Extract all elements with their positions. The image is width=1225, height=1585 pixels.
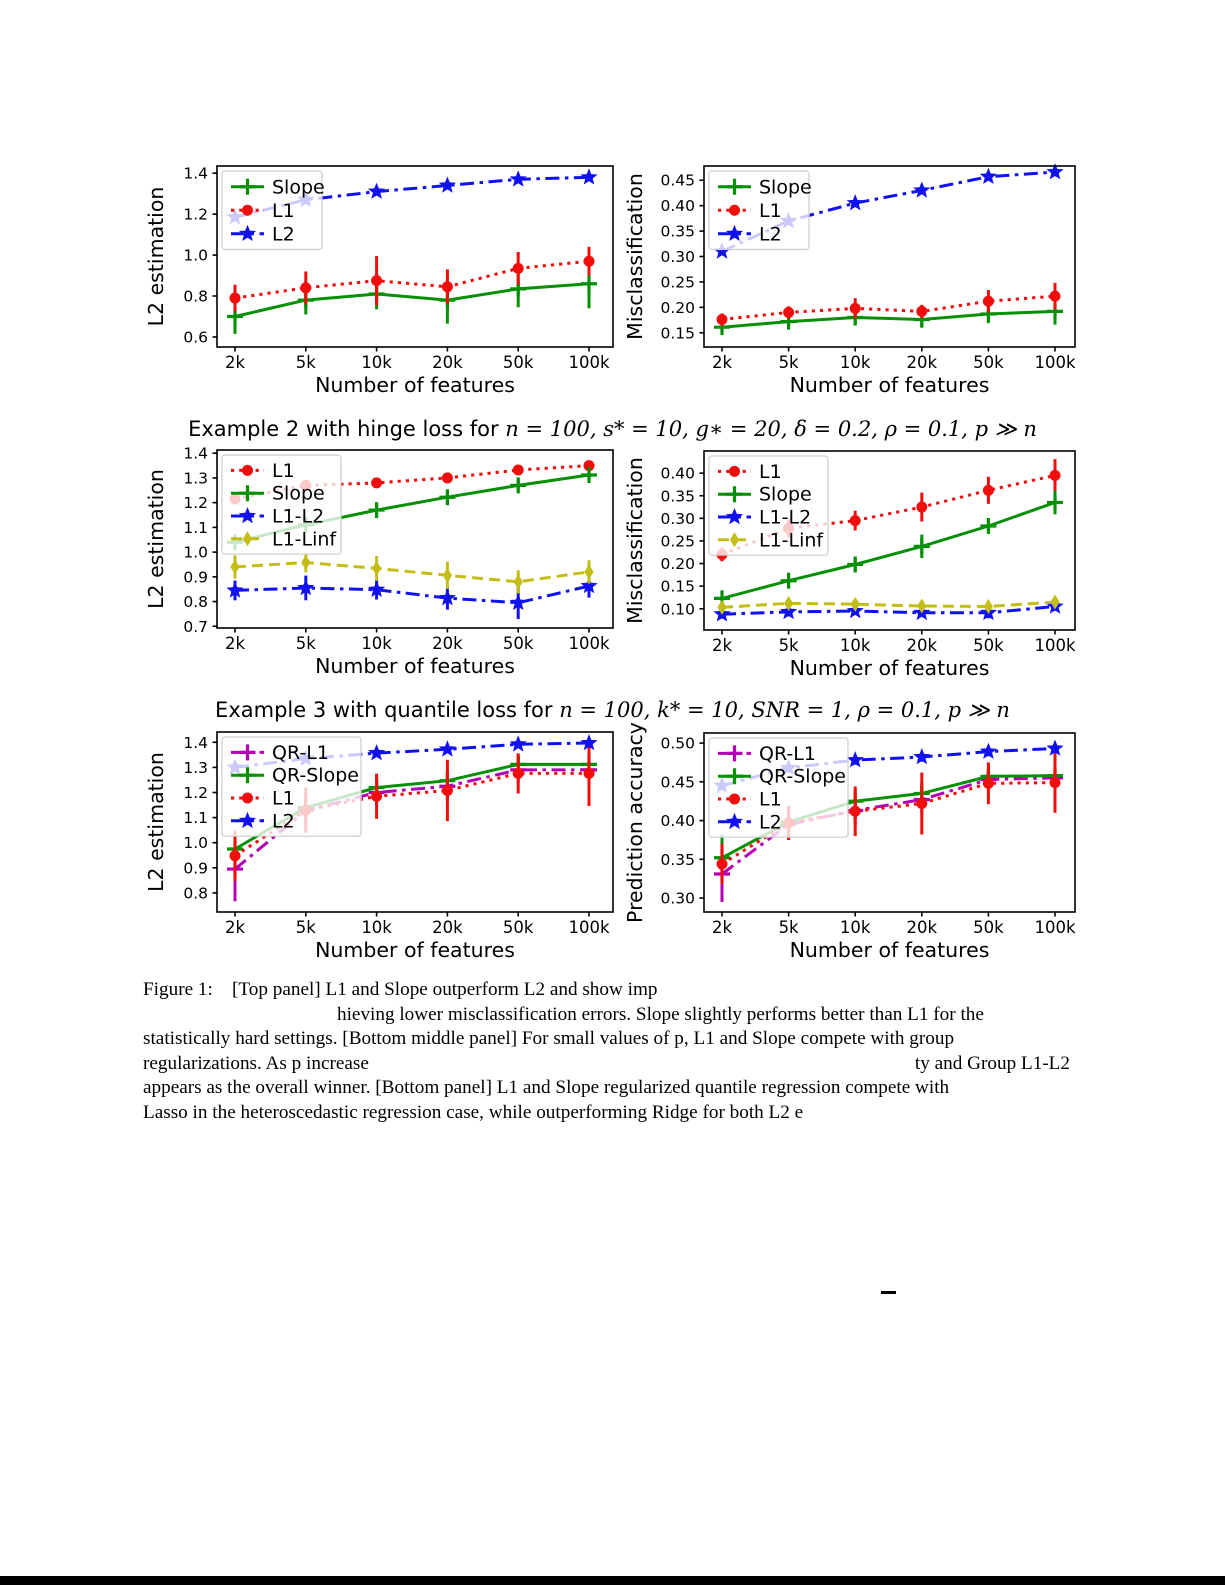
- y-tick-label: 0.20: [660, 555, 695, 574]
- legend-label: L1: [759, 788, 782, 811]
- circle-marker: [983, 778, 994, 789]
- y-tick-label: 0.35: [660, 487, 695, 506]
- circle-marker: [729, 466, 740, 477]
- y-tick-label: 1.2: [183, 205, 208, 224]
- y-tick-label: 0.45: [660, 171, 695, 190]
- y-tick-label: 0.30: [660, 889, 695, 908]
- caption-line-right: ty and Group L1-L2: [914, 1052, 1070, 1074]
- x-tick-label: 50k: [502, 918, 534, 937]
- circle-marker: [1050, 777, 1061, 788]
- y-tick-label: 0.45: [660, 773, 695, 792]
- x-tick-label: 5k: [778, 636, 799, 655]
- y-axis-label: Prediction accuracy: [623, 722, 647, 923]
- y-tick-label: 0.35: [660, 222, 695, 241]
- star-marker: [439, 177, 456, 193]
- circle-marker: [230, 293, 241, 304]
- row2-title-plain: Example 2 with hinge loss for: [188, 417, 506, 441]
- y-axis: [660, 465, 704, 619]
- x-tick-label: 10k: [361, 918, 392, 937]
- x-tick-label: 20k: [432, 634, 463, 653]
- circle-marker: [729, 205, 740, 216]
- star-marker: [580, 168, 597, 184]
- legend-label: L1: [272, 199, 295, 222]
- x-tick-label: 100k: [1034, 918, 1076, 937]
- y-tick-label: 0.10: [660, 600, 695, 619]
- x-axis-label: Number of features: [315, 654, 515, 678]
- x-tick-label: 50k: [973, 353, 1004, 372]
- legend-label: L1-L2: [759, 506, 812, 529]
- series-Slope: [227, 259, 597, 334]
- plus-marker: [581, 467, 597, 483]
- diamond-marker: [514, 574, 523, 589]
- legend: [709, 456, 828, 555]
- circle-marker: [1050, 291, 1061, 302]
- circle-marker: [850, 303, 861, 314]
- y-tick-label: 1.3: [183, 469, 208, 488]
- x-tick-label: 100k: [1034, 636, 1076, 655]
- legend-label: Slope: [272, 482, 325, 505]
- series-line-L1-Linf: [722, 602, 1055, 607]
- star-marker: [980, 168, 997, 184]
- y-axis-label: L2 estimation: [144, 752, 168, 892]
- star-marker: [913, 748, 930, 764]
- y-tick-label: 0.9: [183, 568, 208, 587]
- y-axis: [183, 734, 217, 903]
- x-tick-label: 20k: [906, 636, 938, 655]
- x-tick-label: 20k: [432, 353, 463, 372]
- x-axis-label: Number of features: [789, 373, 990, 397]
- series-line-L1-L2: [722, 607, 1055, 615]
- legend-label: L1-L2: [272, 505, 325, 528]
- plus-marker: [439, 489, 455, 505]
- panel-top-right: [623, 163, 1076, 397]
- x-axis: [712, 347, 1076, 372]
- stray-dash-mark: [881, 1291, 896, 1294]
- plus-marker: [980, 518, 996, 534]
- circle-marker: [242, 465, 253, 476]
- diamond-marker: [372, 561, 381, 576]
- circle-marker: [300, 282, 311, 293]
- y-tick-label: 1.2: [183, 494, 208, 513]
- star-marker: [913, 181, 930, 197]
- x-tick-label: 20k: [432, 918, 463, 937]
- x-axis-label: Number of features: [789, 656, 990, 680]
- error-bars-Slope: [722, 298, 1055, 334]
- y-tick-label: 1.4: [183, 444, 208, 463]
- plus-marker: [510, 477, 526, 493]
- y-tick-label: 1.2: [183, 784, 208, 803]
- x-tick-label: 50k: [973, 918, 1004, 937]
- y-tick-label: 0.30: [660, 248, 695, 266]
- error-bars-L1: [235, 247, 589, 311]
- star-marker: [980, 743, 997, 759]
- y-tick-label: 0.8: [183, 884, 208, 903]
- caption-line: statistically hard settings. [Bottom middle panel] For small values of p, L1 and Slope compete with group: [143, 1028, 955, 1050]
- star-marker: [510, 735, 527, 751]
- legend-label: L1: [759, 199, 782, 222]
- y-tick-label: 0.15: [660, 577, 695, 596]
- x-axis-label: Number of features: [789, 938, 990, 962]
- diamond-marker: [301, 555, 310, 570]
- panel-middle-left: [144, 445, 613, 678]
- legend-label: QR-Slope: [759, 765, 846, 788]
- legend-label: Slope: [759, 176, 812, 199]
- y-tick-label: 0.6: [183, 328, 208, 347]
- circle-marker: [513, 465, 524, 476]
- circle-marker: [442, 281, 453, 292]
- y-tick-label: 1.3: [183, 758, 208, 777]
- legend-label: L2: [272, 810, 295, 833]
- row3-title-math: n = 100, k* = 10, SNR = 1, ρ = 0.1, p ≫ n: [559, 698, 1010, 722]
- y-tick-label: 1.0: [183, 246, 208, 265]
- circle-marker: [729, 794, 740, 805]
- y-tick-label: 0.40: [660, 197, 695, 216]
- x-tick-label: 10k: [839, 918, 871, 937]
- star-marker: [847, 194, 864, 210]
- x-tick-label: 10k: [361, 634, 392, 653]
- x-tick-label: 5k: [295, 634, 316, 653]
- row2-title-math: n = 100, s* = 10, g∗ = 20, δ = 0.2, ρ = 0.1, p ≫ n: [505, 417, 1037, 441]
- caption-line: Lasso in the heteroscedastic regression case, while outperforming Ridge for both L2 e: [143, 1101, 804, 1123]
- x-tick-label: 2k: [711, 636, 733, 655]
- legend-label: L1-Linf: [759, 529, 824, 552]
- y-axis: [660, 172, 704, 343]
- y-tick-label: 0.25: [660, 273, 695, 292]
- circle-marker: [850, 806, 861, 817]
- y-tick-label: 0.50: [660, 734, 695, 753]
- series-line-L1: [235, 261, 589, 298]
- y-tick-label: 1.1: [183, 518, 208, 537]
- plus-marker: [1047, 495, 1063, 511]
- diamond-marker: [230, 559, 239, 574]
- x-tick-label: 2k: [711, 353, 733, 372]
- legend-label: Slope: [272, 176, 325, 199]
- circle-marker: [1050, 470, 1061, 481]
- x-axis: [712, 630, 1076, 655]
- x-tick-label: 100k: [1034, 353, 1076, 372]
- x-tick-label: 20k: [906, 353, 938, 372]
- circle-marker: [717, 858, 728, 869]
- legend-label: QR-L1: [272, 741, 329, 764]
- diamond-marker: [784, 596, 793, 611]
- x-tick-label: 2k: [224, 353, 246, 372]
- circle-marker: [983, 485, 994, 496]
- y-axis-label: Misclassification: [623, 457, 647, 624]
- series-Slope: [714, 298, 1063, 335]
- plus-marker: [781, 573, 797, 589]
- error-bars-L1-L2: [722, 602, 1055, 619]
- series-line-Slope: [235, 284, 589, 317]
- caption-line: appears as the overall winner. [Bottom panel] L1 and Slope regularized quantile regression compete with: [143, 1077, 950, 1099]
- star-marker: [368, 183, 385, 199]
- plus-marker: [369, 502, 385, 518]
- series-L1-L2: [226, 574, 597, 619]
- y-tick-label: 0.20: [660, 298, 695, 317]
- circle-marker: [242, 793, 253, 804]
- legend-label: L1: [272, 787, 295, 810]
- legend-label: L2: [272, 223, 295, 246]
- y-tick-label: 0.8: [183, 287, 208, 306]
- x-axis-label: Number of features: [315, 938, 515, 962]
- y-axis: [660, 735, 704, 908]
- panel-bottom-left: [144, 732, 613, 962]
- legend-label: L1-Linf: [272, 528, 337, 551]
- star-marker: [847, 751, 864, 767]
- circle-marker: [850, 515, 861, 526]
- plus-marker: [914, 538, 930, 554]
- legend: [709, 738, 848, 837]
- plus-marker: [581, 276, 597, 292]
- circle-marker: [230, 850, 241, 861]
- x-tick-label: 100k: [568, 353, 610, 372]
- circle-marker: [983, 296, 994, 307]
- panel-middle-right: [623, 451, 1076, 680]
- y-tick-label: 0.35: [660, 850, 695, 869]
- x-tick-label: 5k: [778, 353, 799, 372]
- panel-bottom-right: [623, 722, 1076, 962]
- y-tick-label: 1.0: [183, 543, 208, 562]
- circle-marker: [371, 791, 382, 802]
- circle-marker: [783, 307, 794, 318]
- circle-marker: [513, 768, 524, 779]
- circle-marker: [717, 314, 728, 325]
- x-axis: [712, 912, 1076, 937]
- series-line-L1: [722, 296, 1055, 319]
- circle-marker: [371, 477, 382, 488]
- circle-marker: [242, 205, 253, 216]
- star-marker: [368, 744, 385, 760]
- markers-Slope: [227, 276, 597, 325]
- legend-label: L1: [272, 459, 295, 482]
- figure-caption: [143, 978, 1070, 1126]
- legend-label: L2: [759, 223, 782, 246]
- y-axis-label: L2 estimation: [144, 186, 168, 327]
- circle-marker: [371, 275, 382, 286]
- x-tick-label: 50k: [502, 634, 534, 653]
- circle-marker: [442, 472, 453, 483]
- y-tick-label: 0.7: [183, 617, 208, 636]
- series-line-L1-Linf: [235, 563, 589, 582]
- series-L1-L2: [713, 598, 1063, 622]
- row2-title: [0, 417, 1225, 441]
- y-axis: [183, 165, 217, 347]
- panel-top-left: [144, 165, 613, 397]
- x-tick-label: 50k: [973, 636, 1004, 655]
- legend: [709, 171, 812, 250]
- y-tick-label: 0.8: [183, 593, 208, 612]
- circle-marker: [584, 768, 595, 779]
- y-axis: [183, 445, 217, 636]
- x-tick-label: 2k: [224, 634, 246, 653]
- x-axis: [225, 628, 610, 653]
- x-tick-label: 5k: [778, 918, 799, 937]
- x-tick-label: 50k: [502, 353, 534, 372]
- circle-marker: [513, 263, 524, 274]
- y-tick-label: 0.40: [660, 464, 695, 483]
- x-tick-label: 5k: [295, 353, 316, 372]
- star-marker: [439, 740, 456, 756]
- y-tick-label: 1.4: [183, 164, 208, 183]
- y-tick-label: 0.9: [183, 859, 208, 878]
- caption-line-left: regularizations. As p increase: [143, 1052, 369, 1074]
- y-axis-label: L2 estimation: [144, 469, 168, 609]
- caption-line: Figure 1: [Top panel] L1 and Slope outperform L2 and show imp: [143, 979, 658, 1000]
- x-tick-label: 10k: [839, 353, 871, 372]
- y-tick-label: 0.30: [660, 509, 695, 528]
- x-axis-label: Number of features: [315, 373, 515, 397]
- y-tick-label: 0.15: [660, 324, 695, 343]
- series-line-L1-L2: [235, 586, 589, 603]
- legend-label: QR-Slope: [272, 764, 359, 787]
- y-tick-label: 1.0: [183, 834, 208, 853]
- caption-line: hieving lower misclassification errors. Slope slightly performs better than L1 for the: [337, 1003, 984, 1025]
- x-tick-label: 100k: [568, 918, 610, 937]
- error-bars-L1-L2: [235, 574, 589, 619]
- star-marker: [510, 170, 527, 186]
- legend-label: Slope: [759, 483, 812, 506]
- circle-marker: [916, 502, 927, 513]
- y-axis-label: Misclassification: [623, 173, 647, 340]
- x-tick-label: 5k: [295, 918, 316, 937]
- circle-marker: [916, 798, 927, 809]
- legend-label: QR-L1: [759, 742, 816, 765]
- x-tick-label: 2k: [224, 918, 246, 937]
- series-L1: [230, 247, 595, 311]
- x-tick-label: 2k: [711, 918, 733, 937]
- legend-label: L1: [759, 460, 782, 483]
- circle-marker: [916, 306, 927, 317]
- y-tick-label: 1.4: [183, 733, 208, 752]
- x-tick-label: 10k: [361, 353, 392, 372]
- page-bottom-bar: [0, 1576, 1225, 1585]
- y-tick-label: 0.40: [660, 812, 695, 831]
- legend: [222, 171, 325, 250]
- row3-title-plain: Example 3 with quantile loss for: [215, 698, 560, 722]
- row3-title: [0, 698, 1225, 722]
- legend: [222, 737, 361, 836]
- diamond-marker: [584, 564, 593, 579]
- x-axis: [225, 347, 610, 372]
- x-tick-label: 10k: [839, 636, 871, 655]
- caption-line: [143, 1052, 1070, 1077]
- plus-marker: [847, 556, 863, 572]
- circle-marker: [442, 785, 453, 796]
- diamond-marker: [443, 568, 452, 583]
- y-tick-label: 1.1: [183, 809, 208, 828]
- x-tick-label: 100k: [568, 634, 610, 653]
- y-tick-label: 0.25: [660, 532, 695, 551]
- legend-label: L2: [759, 811, 782, 834]
- error-bars-L1-Linf: [722, 597, 1055, 611]
- circle-marker: [584, 256, 595, 267]
- legend: [222, 455, 341, 554]
- x-axis: [225, 912, 610, 937]
- x-tick-label: 20k: [906, 918, 938, 937]
